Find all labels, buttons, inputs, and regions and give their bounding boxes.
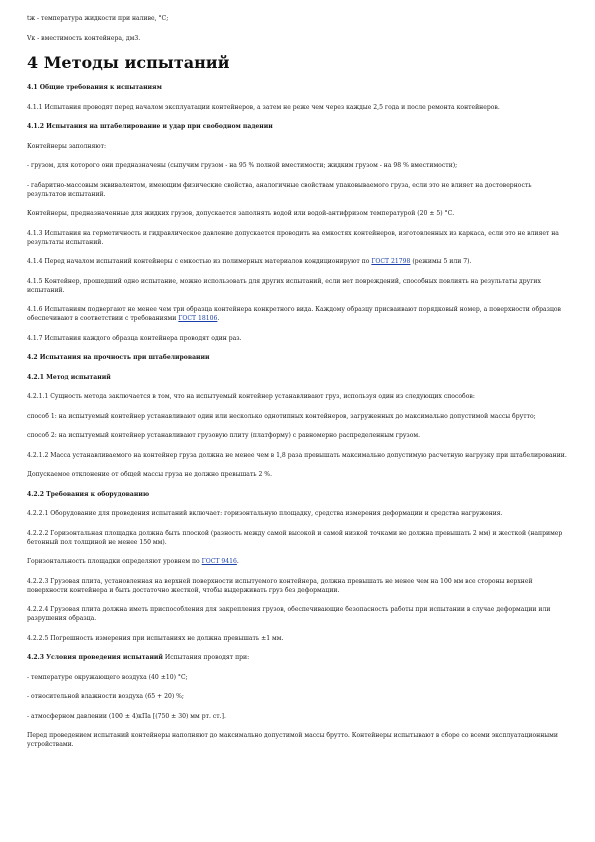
paragraph-4-2-2-3: 4.2.2.3 Грузовая плита, установленная на верхней поверхности испытуемого контейнера, должна превышать не менее чем на 100 мм все стороны верхней поверхности контейнера и быть достаточно жесткой, чтобы выдерживать груз без деформации. xyxy=(27,577,533,594)
paragraph-4-2-2-5: 4.2.2.5 Погрешность измерения при испытаниях не должна превышать ±1 мм. xyxy=(27,634,284,642)
text-line-volume: Vк - вместимость контейнера, дм3. xyxy=(27,34,141,42)
paragraph-final: Перед проведением испытаний контейнеры наполняют до максимально допустимой массы брутто. Контейнеры испытывают в сборе со всеми эксплуатационными устройствами. xyxy=(27,732,558,748)
link-gost-21798[interactable]: ГОСТ 21798 xyxy=(371,258,411,265)
subheading-4-2-1: 4.2.1 Метод испытаний xyxy=(27,373,111,381)
paragraph-4-1-5: 4.1.5 Контейнер, прошедший одно испытание, можно использовать для других испытаний, если нет повреждений, способных повлиять на результаты других испытаний. xyxy=(27,277,541,294)
paragraph-temperature: - температуре окружающего воздуха (40 ±10) °С; xyxy=(27,673,188,681)
subheading-4-2: 4.2 Испытания на прочность при штабелировании xyxy=(27,354,210,361)
paragraph-fill-a: - грузом, для которого они предназначены (сыпучим грузом - на 95 % полной вместимости; жидким грузом - на 98 % вместимости); xyxy=(27,162,458,169)
paragraph-text: . xyxy=(236,558,239,565)
subheading-4-1: 4.1 Общие требования к испытаниям xyxy=(27,84,162,91)
paragraph-4-2-1-1: 4.2.1.1 Сущность метода заключается в том, что на испытуемый контейнер устанавливают груз, используя один из следующих способов: xyxy=(27,393,475,400)
paragraph-horizontality xyxy=(27,557,569,566)
paragraph-4-1-7: 4.1.7 Испытания каждого образца контейнера проводят один раз. xyxy=(27,334,242,342)
paragraph-humidity: - относительной влажности воздуха (65 + 20) %; xyxy=(27,693,184,700)
paragraph-way-1: способ 1: на испытуемый контейнер устанавливают один или несколько однотипных контейнеров, загруженных до максимально допустимой массы брутто; xyxy=(27,412,536,420)
paragraph-4-2-2-2: 4.2.2.2 Горизонтальная площадка должна быть плоской (разность между самой высокой и самой низкой точками не должна превышать 2 мм) и жесткой (например бетонный пол толщиной не менее 150 мм). xyxy=(27,529,563,546)
link-gost-9416[interactable]: ГОСТ 9416 xyxy=(201,558,237,565)
paragraph-4-2-2-1: 4.2.2.1 Оборудование для проведения испытаний включает: горизонтальную площадку, средства измерения деформации и средства нагружения. xyxy=(27,510,503,517)
paragraph-4-2-1-2: 4.2.1.2 Масса устанавливаемого на контейнер груза должна не менее чем в 1,8 раза превышать максимально допустимую расчетную нагрузку при штабелировании. xyxy=(27,451,567,459)
paragraph-4-1-1: 4.1.1 Испытания проводят перед началом эксплуатации контейнеров, а затем не реже чем через каждые 2,5 года и после ремонта контейнеров. xyxy=(27,103,500,111)
paragraph-fill: Контейнеры заполняют: xyxy=(27,142,107,150)
paragraph-4-2-3 xyxy=(27,653,569,662)
link-gost-18106[interactable]: ГОСТ 18106 xyxy=(178,315,218,322)
paragraph-text: 4.1.4 Перед началом испытаний контейнеры с емкостью из полимерных материалов кондиционируют по xyxy=(27,258,372,265)
subheading-4-2-2: 4.2.2 Требования к оборудованию xyxy=(27,490,150,498)
paragraph-text: . xyxy=(217,315,220,322)
paragraph-deviation: Допускаемое отклонение от общей массы груза не должно превышать 2 %. xyxy=(27,471,273,478)
subheading-4-2-3: 4.2.3 Условия проведения испытаний xyxy=(27,654,163,661)
paragraph-text: Горизонтальность площадки определяют уровнем по xyxy=(27,558,202,565)
paragraph-text: 4.1.6 Испытаниям подвергают не менее чем три образца контейнера конкретного вида. Каждому образцу присваивают порядковый номер, а поверхности образцов обеспечивают в соответствии с требованиями xyxy=(27,306,561,322)
paragraph-4-1-6 xyxy=(27,305,569,323)
subheading-4-1-2: 4.1.2 Испытания на штабелирование и удар при свободном падении xyxy=(27,123,273,130)
paragraph-text: (режимы 5 или 7). xyxy=(410,258,472,265)
paragraph-fill-b: - габаритно-массовым эквивалентом, имеющим физические свойства, аналогичные свойствам упаковываемого груза, если это не влияет на достоверность результатов испытаний. xyxy=(27,181,532,198)
text-line-temperature: tж - температура жидкости при наливе, °С; xyxy=(27,15,169,22)
paragraph-4-2-2-4: 4.2.2.4 Грузовая плита должна иметь приспособления для закрепления грузов, обеспечивающие безопасность работы при испытании в случае деформации или разрушения образца. xyxy=(27,606,551,622)
section-heading: 4 Методы испытаний xyxy=(27,53,230,72)
paragraph-4-1-3: 4.1.3 Испытания на герметичность и гидравлическое давление допускается проводить на емкостях контейнеров, изготовленных из каркаса, если это не влияет на результаты испытаний. xyxy=(27,229,559,246)
paragraph-way-2: способ 2: на испытуемый контейнер устанавливают грузовую плиту (платформу) с равномерно распределенным грузом. xyxy=(27,432,421,439)
paragraph-fill-c: Контейнеры, предназначенные для жидких грузов, допускается заполнять водой или водой-антифризом температурой (20 ± 5) °С. xyxy=(27,210,455,217)
paragraph-4-1-4 xyxy=(27,257,569,266)
paragraph-text: Испытания проводят при: xyxy=(162,654,250,661)
paragraph-pressure: - атмосферном давлении (100 ± 4)кПа [(750 ± 30) мм рт. ст.]. xyxy=(27,712,226,720)
